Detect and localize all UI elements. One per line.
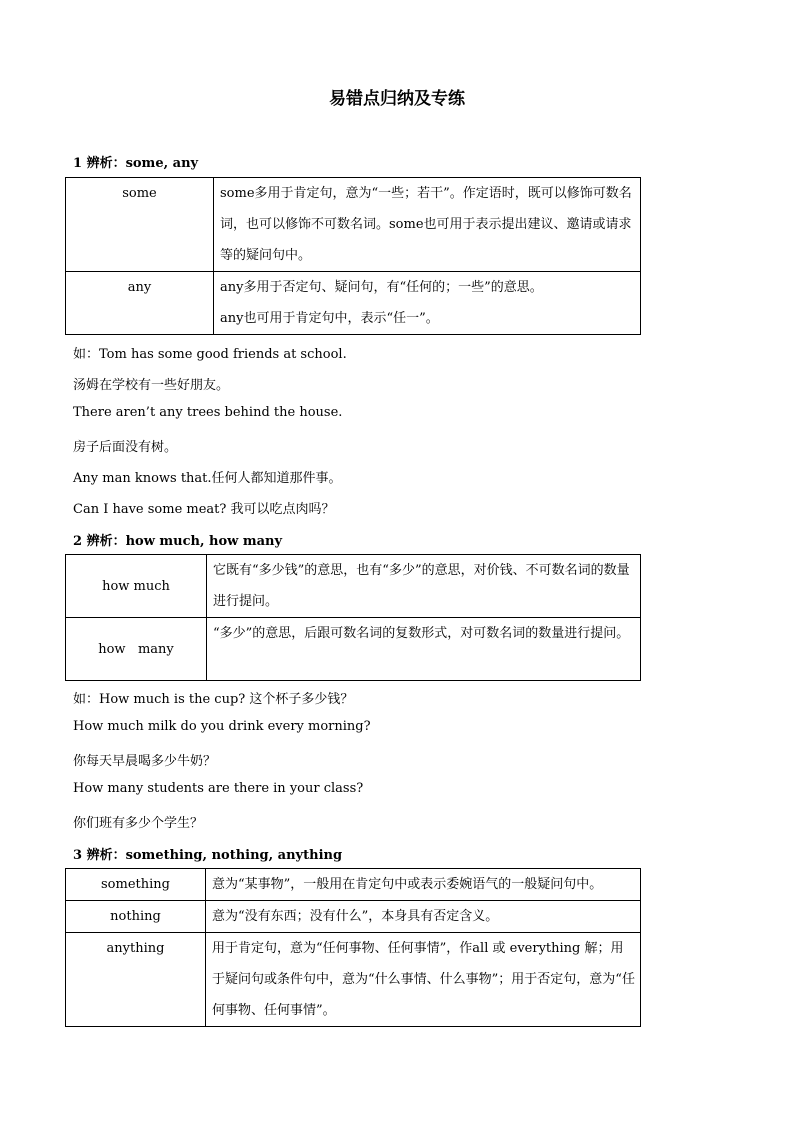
term-cell: any <box>66 272 214 335</box>
term-cell: some <box>66 178 214 272</box>
section-1-heading: 1 辨析：some, any <box>73 156 199 171</box>
table-row <box>66 178 641 272</box>
definition-cell: some多用于肯定句，意为“一些；若干”。作定语时，既可以修饰可数名词，也可以修饰不可数名词。some也可用于表示提出建议、邀请或请求等的疑问句中。 <box>214 178 641 272</box>
table-row <box>66 272 641 335</box>
how-much-how-many-table <box>65 554 641 681</box>
definition-cell: 意为“没有东西；没有什么”，本身具有否定含义。 <box>206 901 641 933</box>
definition-cell: 意为“某事物”，一般用在肯定句中或表示委婉语气的一般疑问句中。 <box>206 869 641 901</box>
page-title: 易错点归纳及专练 <box>329 89 465 109</box>
term-cell: how much <box>66 555 207 618</box>
section-3-heading: 3 辨析：something, nothing, anything <box>73 848 343 863</box>
definition-cell: any多用于否定句、疑问句，有“任何的；一些”的意思。 any也可用于肯定句中，表示“任一”。 <box>214 272 641 335</box>
example-line: How much milk do you drink every morning? <box>73 719 371 734</box>
term-cell: nothing <box>66 901 206 933</box>
section-2-heading: 2 辨析：how much, how many <box>73 534 283 549</box>
some-any-table <box>65 177 641 335</box>
example-line: 如：Tom has some good friends at school. <box>73 347 347 362</box>
term-cell: something <box>66 869 206 901</box>
table-row <box>66 869 641 901</box>
term-cell: anything <box>66 933 206 1027</box>
example-line: 汤姆在学校有一些好朋友。 <box>73 378 230 393</box>
example-line: 你每天早晨喝多少牛奶？ <box>73 754 217 769</box>
table-row <box>66 555 641 618</box>
definition-cell: 它既有“多少钱”的意思，也有“多少”的意思，对价钱、不可数名词的数量进行提问。 <box>207 555 641 618</box>
example-line: 你们班有多少个学生？ <box>73 816 204 831</box>
example-line: 如：How much is the cup? 这个杯子多少钱？ <box>73 692 354 707</box>
table-row <box>66 933 641 1027</box>
example-line: There aren’t any trees behind the house. <box>73 405 343 420</box>
something-nothing-anything-table <box>65 868 641 1027</box>
term-cell: how many <box>66 618 207 681</box>
definition-cell: 用于肯定句，意为“任何事物、任何事情”，作all 或 everything 解；用于疑问句或条件句中，意为“什么事情、什么事物”；用于否定句，意为“任何事物、任何事情”。 <box>206 933 641 1027</box>
table-row <box>66 618 641 681</box>
example-line: How many students are there in your class? <box>73 781 364 796</box>
definition-cell: “多少”的意思，后跟可数名词的复数形式，对可数名词的数量进行提问。 <box>207 618 641 681</box>
example-line: Any man knows that.任何人都知道那件事。 <box>73 471 342 486</box>
example-line: 房子后面没有树。 <box>73 440 178 455</box>
example-line: Can I have some meat? 我可以吃点肉吗？ <box>73 502 335 517</box>
table-row <box>66 901 641 933</box>
